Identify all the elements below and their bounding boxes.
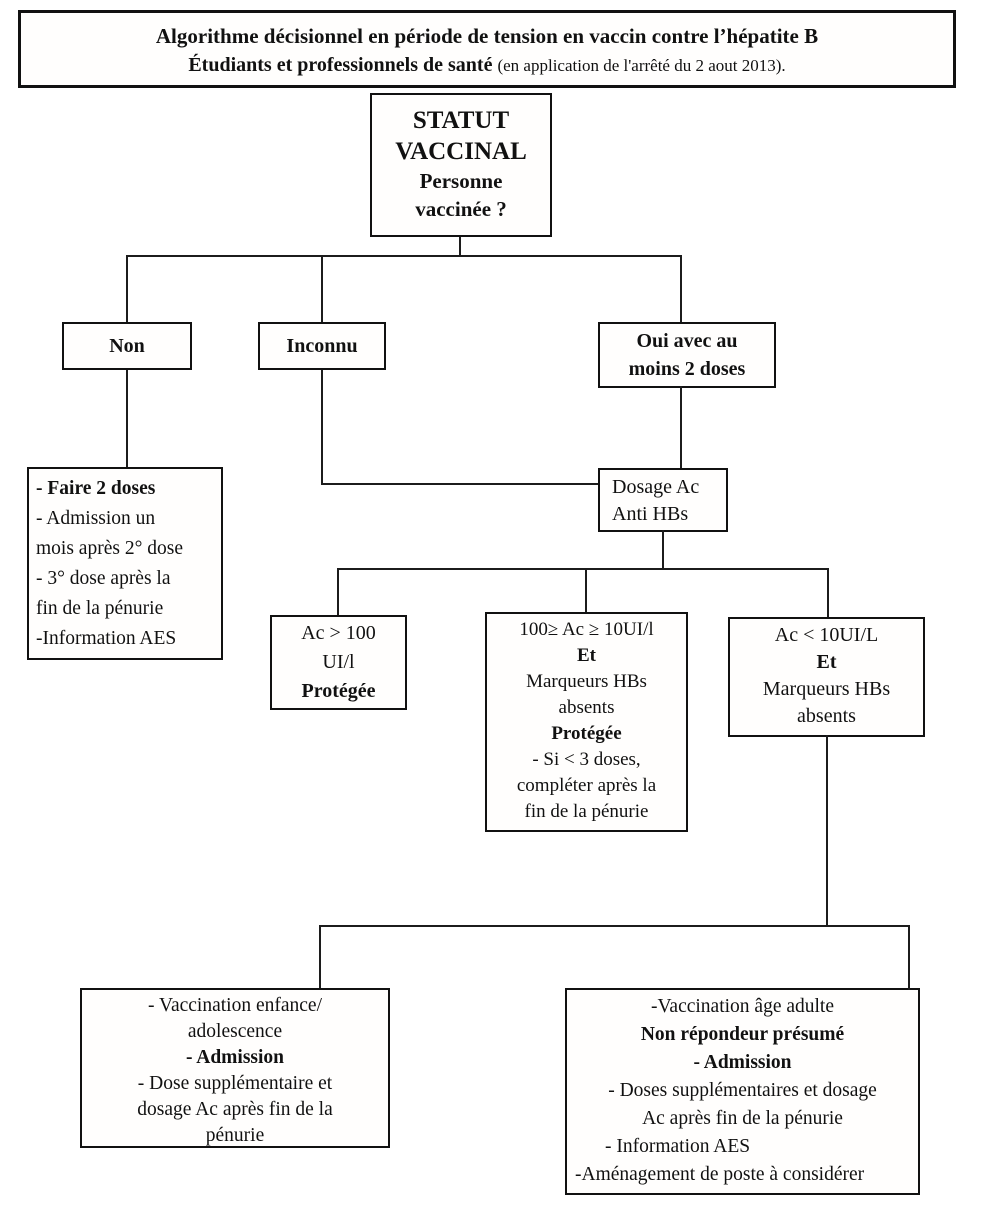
node-ac-entre-10-100 xyxy=(485,612,688,832)
connector-dosage-stem xyxy=(662,530,664,570)
text-line: fin de la pénurie xyxy=(524,801,649,822)
node-oui-2-doses xyxy=(598,322,776,388)
connector-to-inconnu xyxy=(321,255,323,322)
text-line: Protégée xyxy=(551,723,622,744)
connector-ac-inf-10-stem xyxy=(826,735,828,927)
text-line: -Aménagement de poste à considérer xyxy=(575,1164,865,1185)
page-subtitle xyxy=(21,50,953,81)
text-line: 100≥ Ac ≥ 10UI/l xyxy=(519,619,654,640)
connector-to-non xyxy=(126,255,128,322)
text-line: Non répondeur présumé xyxy=(640,1024,845,1045)
connector-inconnu-stem xyxy=(321,370,323,485)
text-line: Dosage Ac xyxy=(612,476,700,498)
text-line: - Admission xyxy=(185,1047,285,1068)
node-ac-inf-10 xyxy=(728,617,925,737)
text-line: - Vaccination enfance/ xyxy=(148,995,322,1016)
text-line: absents xyxy=(797,705,856,727)
text-line: VACCINAL xyxy=(395,138,527,165)
text-line: UI/l xyxy=(322,651,355,673)
connector-non-to-faire xyxy=(126,370,128,467)
connector-to-ac-10-100 xyxy=(585,568,587,612)
text-line: vaccinée ? xyxy=(415,197,507,221)
connector-level1-rail xyxy=(126,255,682,257)
text-line: - Admission un xyxy=(36,508,156,529)
connector-to-ac-sup-100 xyxy=(337,568,339,615)
node-faire-2-doses xyxy=(27,467,223,660)
page-title: Algorithme décisionnel en période de tension en vaccin contre l’hépatite B xyxy=(155,24,819,48)
text-line: - Si < 3 doses, xyxy=(532,749,641,770)
text-line: fin de la pénurie xyxy=(36,598,164,619)
connector-to-ac-inf-10 xyxy=(827,568,829,617)
node-ac-sup-100 xyxy=(270,615,407,710)
text-line: - Admission xyxy=(693,1052,792,1073)
text-line: - Information AES xyxy=(605,1136,751,1157)
text-line: -Vaccination âge adulte xyxy=(651,996,834,1017)
text-line: Ac > 100 xyxy=(301,622,376,644)
text-line: Personne xyxy=(419,169,503,193)
connector-level3-rail xyxy=(337,568,829,570)
text-line: Ac < 10UI/L xyxy=(774,624,879,646)
text-line: moins 2 doses xyxy=(628,358,746,380)
text-line: STATUT xyxy=(412,107,510,134)
text-line: mois après 2° dose xyxy=(36,538,183,559)
connector-level4-rail xyxy=(319,925,910,927)
text-line: Ac après fin de la pénurie xyxy=(642,1108,843,1129)
text-line: Et xyxy=(577,645,596,666)
node-statut-vaccinal xyxy=(370,93,552,237)
text-line: - Doses supplémentaires et dosage xyxy=(608,1080,877,1101)
text-line: dosage Ac après fin de la xyxy=(137,1099,333,1120)
connector-root-stem xyxy=(459,237,461,257)
text-line: - Dose supplémentaire et xyxy=(137,1073,333,1094)
text-line: - Faire 2 doses xyxy=(36,478,156,499)
text-line: -Information AES xyxy=(36,628,177,649)
node-vaccination-adulte xyxy=(565,988,920,1195)
text-line: compléter après la xyxy=(516,775,657,796)
text-line: adolescence xyxy=(187,1021,283,1042)
text-line: - 3° dose après la xyxy=(36,568,171,589)
node-dosage-ac-anti-hbs xyxy=(598,468,728,532)
text-line: Et xyxy=(816,651,837,673)
connector-to-oui xyxy=(680,255,682,322)
title-banner xyxy=(18,10,956,88)
connector-inconnu-to-dosage xyxy=(321,483,598,485)
text-line: Marqueurs HBs xyxy=(762,678,891,700)
subtitle-note: (en application de l'arrêté du 2 aout 2013). xyxy=(497,56,786,75)
text-line: Marqueurs HBs xyxy=(526,671,647,692)
subtitle-main: Étudiants et professionnels de santé xyxy=(188,54,498,76)
text-line: pénurie xyxy=(205,1125,265,1146)
text-line: Protégée xyxy=(301,680,376,702)
text-line: Oui avec au xyxy=(636,330,738,352)
text-line: absents xyxy=(558,697,615,718)
node-vaccination-enfance xyxy=(80,988,390,1148)
node-non: Non xyxy=(62,322,192,370)
node-inconnu: Inconnu xyxy=(258,322,386,370)
connector-to-vaccination-adulte xyxy=(908,925,910,990)
connector-to-vaccination-enfance xyxy=(319,925,321,988)
text-line: Anti HBs xyxy=(612,503,689,525)
connector-oui-to-dosage xyxy=(680,386,682,468)
